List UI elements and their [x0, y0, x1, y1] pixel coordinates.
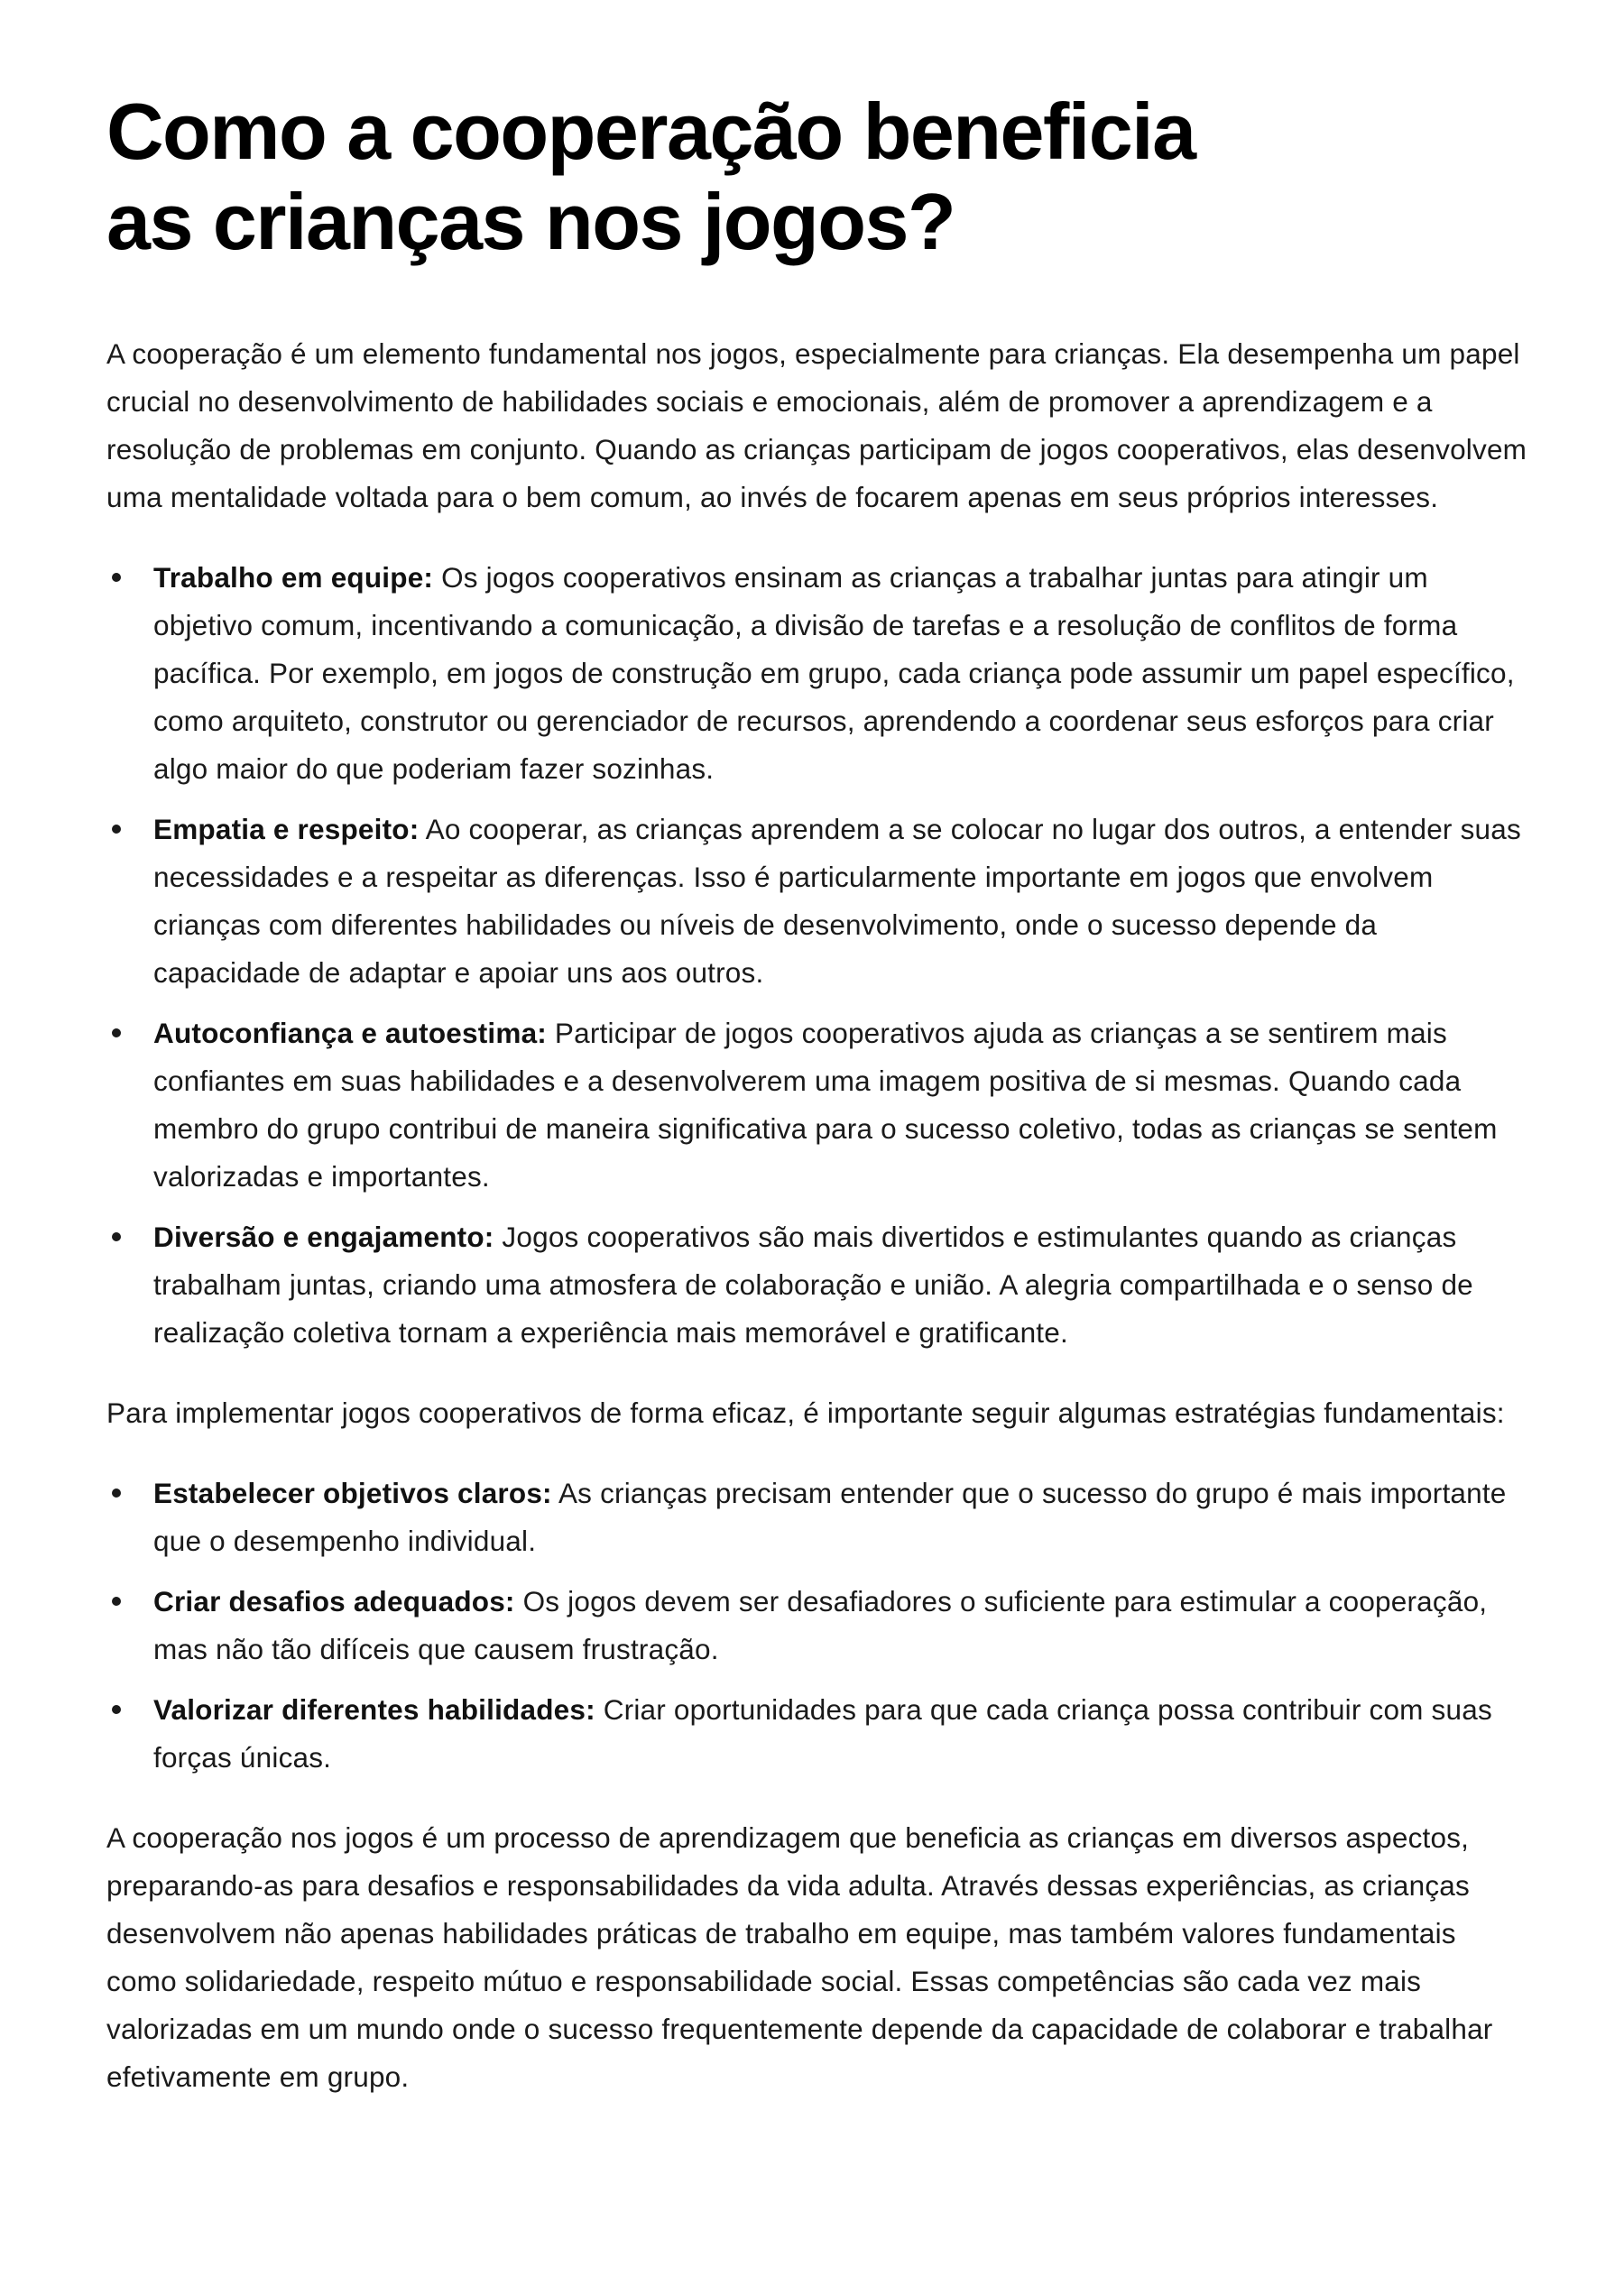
- list-item: [106, 1213, 1532, 1357]
- list-item: [106, 806, 1532, 997]
- bullet-icon: [112, 1597, 121, 1606]
- list-item-text: As crianças precisam entender que o sucesso do grupo é mais importante que o desempenho individual.: [153, 1477, 1507, 1557]
- bullet-icon: [112, 1232, 121, 1241]
- list-item-term: Trabalho em equipe:: [153, 561, 434, 594]
- list-item: [106, 1686, 1532, 1782]
- bullet-icon: [112, 825, 121, 834]
- bullet-icon: [112, 1705, 121, 1714]
- conclusion-paragraph: A cooperação nos jogos é um processo de aprendizagem que beneficia as crianças em diversos aspectos, preparando-as para desafios e responsabilidades da vida adulta. Através dessas experiências, as crianças desenvolvem não apenas habilidades práticas de trabalho em equipe, mas também valores fundamentais como solidariedade, respeito mútuo e responsabilidade social. Essas competências são cada vez mais valorizadas em um mundo onde o sucesso frequentemente depende da capacidade de colaborar e trabalhar efetivamente em grupo.: [106, 1821, 1493, 2093]
- list-item-term: Valorizar diferentes habilidades:: [153, 1693, 595, 1726]
- bullet-icon: [112, 1489, 121, 1498]
- list-item-term: Autoconfiança e autoestima:: [153, 1017, 547, 1049]
- list-item-text: Os jogos cooperativos ensinam as crianças a trabalhar juntas para atingir um objetivo comum, incentivando a comunicação, a divisão de tarefas e a resolução de conflitos de forma pacífica. Por exemplo, em jogos de construção em grupo, cada criança pode assumir um papel específico, como arquiteto, construtor ou gerenciador de recursos, aprendendo a coordenar seus esforços para criar algo maior do que poderiam fazer sozinhas.: [153, 561, 1515, 785]
- list-item-term: Empatia e respeito:: [153, 813, 420, 845]
- list-item-text: Ao cooperar, as crianças aprendem a se colocar no lugar dos outros, a entender suas necessidades e a respeitar as diferenças. Isso é particularmente importante em jogos que envolvem crianças com diferentes habilidades ou níveis de desenvolvimento, onde o sucesso depende da capacidade de adaptar e apoiar uns aos outros.: [153, 813, 1521, 989]
- bullet-icon: [112, 573, 121, 582]
- intro-paragraph: A cooperação é um elemento fundamental nos jogos, especialmente para crianças. Ela desempenha um papel crucial no desenvolvimento de habilidades sociais e emocionais, além de promover a aprendizagem e a resolução de problemas em conjunto. Quando as crianças participam de jogos cooperativos, elas desenvolvem uma mentalidade voltada para o bem comum, ao invés de focarem apenas em seus próprios interesses.: [106, 337, 1527, 513]
- list-item-text: Os jogos devem ser desafiadores o suficiente para estimular a cooperação, mas não tão difíceis que causem frustração.: [153, 1585, 1488, 1665]
- bullet-icon: [112, 1028, 121, 1037]
- page-title: Como a cooperação beneficia as crianças nos jogos?: [106, 87, 1195, 266]
- list-item-text: Participar de jogos cooperativos ajuda as crianças a se sentirem mais confiantes em suas habilidades e a desenvolverem uma imagem positiva de si mesmas. Quando cada membro do grupo contribui de maneira significativa para o sucesso coletivo, todas as crianças se sentem valorizadas e importantes.: [153, 1017, 1498, 1193]
- article: [106, 87, 1532, 2101]
- list-item: [106, 554, 1532, 793]
- list-item: [106, 1009, 1532, 1201]
- list-item: [106, 1578, 1532, 1673]
- strategies-list: [106, 1470, 1532, 1782]
- strategies-intro: Para implementar jogos cooperativos de forma eficaz, é importante seguir algumas estratégias fundamentais:: [106, 1396, 1505, 1429]
- list-item: [106, 1470, 1532, 1565]
- list-item-term: Diversão e engajamento:: [153, 1221, 494, 1253]
- list-item-text: Jogos cooperativos são mais divertidos e estimulantes quando as crianças trabalham juntas, criando uma atmosfera de colaboração e união. A alegria compartilhada e o senso de realização coletiva tornam a experiência mais memorável e gratificante.: [153, 1221, 1473, 1349]
- benefits-list: [106, 554, 1532, 1357]
- list-item-term: Estabelecer objetivos claros:: [153, 1477, 552, 1509]
- list-item-text: Criar oportunidades para que cada criança possa contribuir com suas forças únicas.: [153, 1693, 1492, 1774]
- list-item-term: Criar desafios adequados:: [153, 1585, 515, 1618]
